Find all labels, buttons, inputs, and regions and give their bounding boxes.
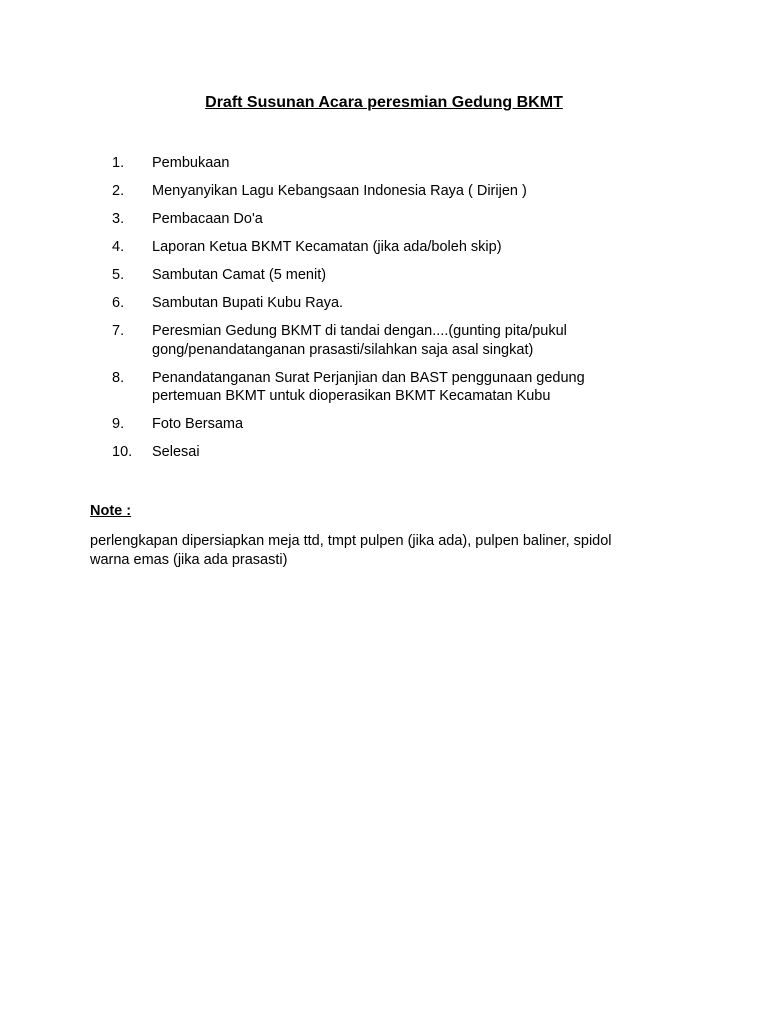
document-title: Draft Susunan Acara peresmian Gedung BKMT — [205, 94, 563, 111]
item-number: 3. — [112, 211, 125, 227]
item-text: Sambutan Bupati Kubu Raya. — [152, 295, 344, 311]
agenda-item-6 — [90, 294, 650, 313]
note-text: perlengkapan dipersiapkan meja ttd, tmpt pulpen (jika ada), pulpen baliner, spidol warna emas (jika ada prasasti) — [90, 533, 612, 568]
item-number: 8. — [112, 369, 125, 386]
item-number: 7. — [112, 323, 125, 339]
item-text: Menyanyikan Lagu Kebangsaan Indonesia Raya ( Dirijen ) — [152, 183, 527, 199]
item-text: Peresmian Gedung BKMT di tandai dengan....(gunting pita/pukul gong/penandatanganan prasasti/silahkan saja asal singkat) — [152, 323, 567, 358]
item-text: Laporan Ketua BKMT Kecamatan (jika ada/boleh skip) — [152, 239, 502, 255]
item-number: 10. — [112, 444, 133, 460]
item-text: Sambutan Camat (5 menit) — [152, 267, 327, 283]
item-number: 5. — [112, 267, 125, 283]
item-text: Pembukaan — [152, 155, 230, 171]
item-text: Pembacaan Do'a — [152, 211, 263, 227]
item-text: Selesai — [152, 444, 200, 460]
agenda-item-2 — [90, 182, 650, 201]
item-number: 2. — [112, 183, 125, 199]
item-number: 9. — [112, 416, 125, 432]
note-heading: Note : — [90, 503, 132, 519]
agenda-item-10 — [90, 443, 650, 462]
agenda-item-8 — [90, 369, 650, 406]
agenda-item-7 — [90, 322, 650, 359]
agenda-list — [90, 154, 650, 471]
item-text: Penandatanganan Surat Perjanjian dan BAST penggunaan gedung pertemuan BKMT untuk dioperasikan BKMT Kecamatan Kubu — [152, 369, 585, 404]
agenda-item-1 — [90, 154, 650, 173]
item-number: 1. — [112, 155, 125, 171]
item-text: Foto Bersama — [152, 416, 244, 432]
agenda-item-4 — [90, 238, 650, 257]
agenda-item-5 — [90, 266, 650, 285]
agenda-item-3 — [90, 210, 650, 229]
item-number: 6. — [112, 295, 125, 311]
item-number: 4. — [112, 239, 125, 255]
agenda-item-9 — [90, 415, 650, 434]
